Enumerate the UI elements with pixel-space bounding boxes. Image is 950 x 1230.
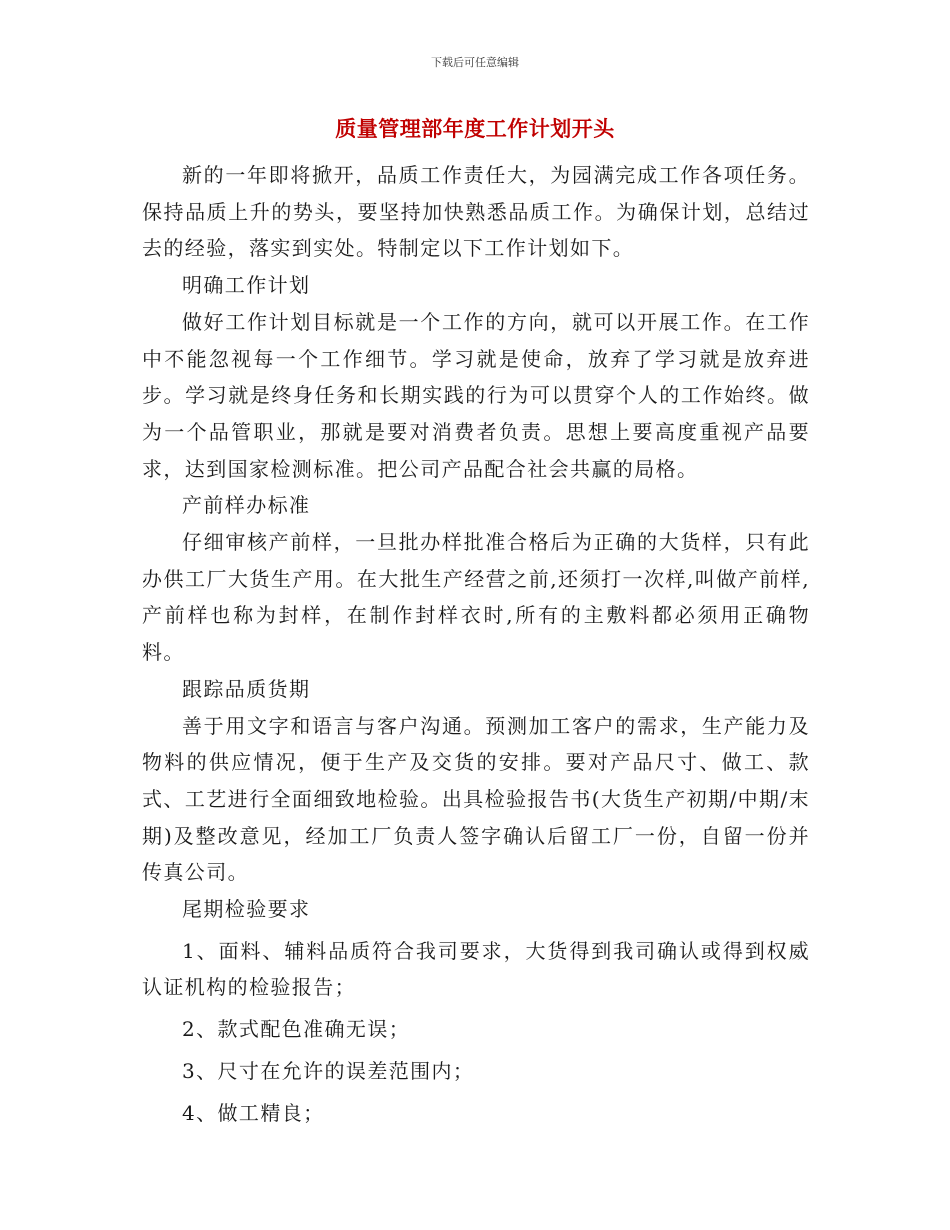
section-heading-tracking: 跟踪品质货期 xyxy=(182,676,311,701)
section-paragraph-sample: 仔细审核产前样，一旦批办样批准合格后为正确的大货样，只有此办供工厂大货生产用。在大批生产经营之前,还须打一次样,叫做产前样,产前样也称为封样，在制作封样衣时,所有的主敷料都必须用正确物料。 xyxy=(142,530,810,665)
list-item: 2、款式配色准确无误； xyxy=(182,1017,411,1042)
section-paragraph-plan: 做好工作计划目标就是一个工作的方向，就可以开展工作。在工作中不能忽视每一个工作细节。学习就是使命，放弃了学习就是放弃进步。学习就是终身任务和长期实践的行为可以贯穿个人的工作始终。做为一个品管职业，那就是要对消费者负责。思想上要高度重视产品要求，达到国家检测标准。把公司产品配合社会共赢的局格。 xyxy=(142,309,810,481)
section-heading-plan: 明确工作计划 xyxy=(182,273,311,298)
section-heading-sample: 产前样办标准 xyxy=(182,493,311,518)
intro-paragraph: 新的一年即将掀开，品质工作责任大，为园满完成工作各项任务。保持品质上升的势头，要坚持加快熟悉品质工作。为确保计划，总结过去的经验，落实到实处。特制定以下工作计划如下。 xyxy=(142,163,810,261)
section-paragraph-tracking: 善于用文字和语言与客户沟通。预测加工客户的需求，生产能力及物料的供应情况，便于生产及交货的安排。要对产品尺寸、做工、款式、工艺进行全面细致地检验。出具检验报告书(大货生产初期/中期/末期)及整改意见，经加工厂负责人签字确认后留工厂一份，自留一份并传真公司。 xyxy=(142,713,810,885)
header-note: 下载后可任意编辑 xyxy=(431,56,519,69)
document-title: 质量管理部年度工作计划开头 xyxy=(335,117,615,141)
list-item: 1、面料、辅料品质符合我司要求，大货得到我司确认或得到权威认证机构的检验报告； xyxy=(142,938,810,1000)
list-item: 3、尺寸在允许的误差范围内； xyxy=(182,1058,475,1083)
section-heading-final-inspection: 尾期检验要求 xyxy=(182,897,311,922)
document-body xyxy=(142,157,810,1131)
list-item: 4、做工精良； xyxy=(182,1100,325,1125)
